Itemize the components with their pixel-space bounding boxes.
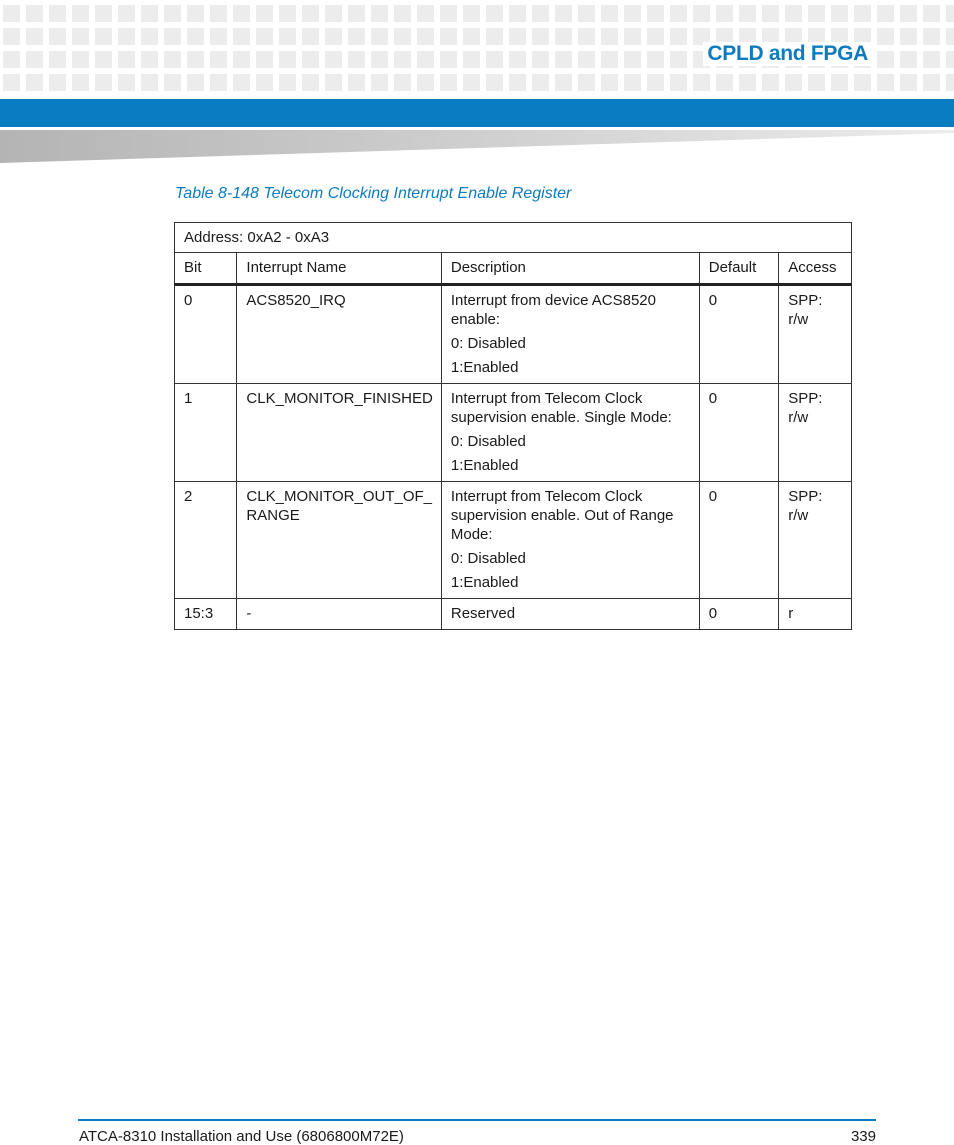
address-row	[175, 223, 852, 253]
description-cell	[441, 384, 699, 482]
default-cell: 0	[699, 285, 778, 384]
access-cell: SPP: r/w	[779, 285, 852, 384]
table-row	[175, 599, 852, 630]
interrupt-name-cell: ACS8520_IRQ	[237, 285, 441, 384]
description-line: 0: Disabled	[450, 335, 526, 352]
footer-document-title: ATCA-8310 Installation and Use (6806800M72E)	[79, 1128, 404, 1145]
description-line: Interrupt from device ACS8520 enable:	[450, 292, 656, 328]
interrupt-name-cell: CLK_MONITOR_FINISHED	[237, 384, 441, 482]
bit-cell: 0	[175, 285, 237, 384]
address-cell: Address: 0xA2 - 0xA3	[175, 223, 852, 253]
bit-cell: 2	[175, 482, 237, 599]
column-header-interrupt-name: Interrupt Name	[237, 253, 441, 285]
description-line: Interrupt from Telecom Clock supervision enable. Single Mode:	[450, 390, 672, 426]
interrupt-name-cell: CLK_MONITOR_OUT_OF_ RANGE	[237, 482, 441, 599]
description-line: 1:Enabled	[450, 359, 519, 376]
column-header-access: Access	[779, 253, 852, 285]
default-cell: 0	[699, 384, 778, 482]
table-row	[175, 285, 852, 384]
bit-cell: 15:3	[175, 599, 237, 630]
table-row	[175, 482, 852, 599]
register-table	[174, 222, 852, 630]
header-accent-bar	[0, 99, 954, 127]
column-header-default: Default	[699, 253, 778, 285]
header-gray-wedge	[0, 130, 954, 164]
description-cell	[441, 482, 699, 599]
page-number: 339	[850, 1128, 876, 1145]
description-line: Reserved	[450, 605, 516, 622]
description-line: 1:Enabled	[450, 457, 519, 474]
column-header-bit: Bit	[175, 253, 237, 285]
footer-rule	[78, 1119, 876, 1121]
description-cell	[441, 599, 699, 630]
default-cell: 0	[699, 482, 778, 599]
header-row	[175, 253, 852, 285]
description-line: 0: Disabled	[450, 433, 526, 450]
description-line: 1:Enabled	[450, 574, 519, 591]
access-cell: SPP: r/w	[779, 384, 852, 482]
access-cell: SPP: r/w	[779, 482, 852, 599]
interrupt-name-cell: -	[237, 599, 441, 630]
description-cell	[441, 285, 699, 384]
table-caption: Table 8-148 Telecom Clocking Interrupt Enable Register	[175, 185, 572, 202]
table-row	[175, 384, 852, 482]
bit-cell: 1	[175, 384, 237, 482]
description-line: Interrupt from Telecom Clock supervision enable. Out of Range Mode:	[450, 488, 674, 543]
default-cell: 0	[699, 599, 778, 630]
column-header-description: Description	[441, 253, 699, 285]
section-title: CPLD and FPGA	[703, 42, 872, 66]
access-cell: r	[779, 599, 852, 630]
description-line: 0: Disabled	[450, 550, 526, 567]
